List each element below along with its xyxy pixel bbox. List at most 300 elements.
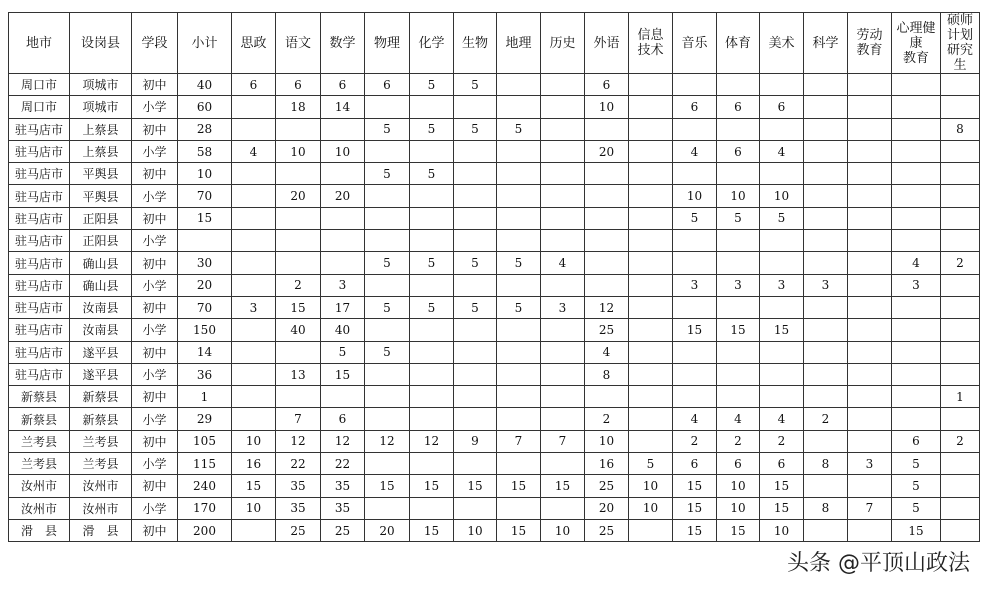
table-cell: 15: [497, 475, 541, 497]
table-cell: [892, 96, 941, 118]
column-header: 小计: [178, 13, 232, 74]
table-cell: 5: [454, 296, 497, 318]
table-cell: 2: [941, 252, 980, 274]
table-cell: [717, 230, 760, 252]
table-cell: 6: [760, 96, 804, 118]
table-cell: 4: [232, 140, 276, 162]
table-cell: 上蔡县: [70, 140, 132, 162]
column-header: 地理: [497, 13, 541, 74]
table-cell: [629, 319, 673, 341]
table-cell: [541, 319, 585, 341]
table-cell: 16: [585, 453, 629, 475]
table-cell: 20: [321, 185, 365, 207]
table-cell: 35: [321, 497, 365, 519]
table-cell: 7: [497, 430, 541, 452]
table-cell: 小学: [132, 96, 178, 118]
table-cell: [232, 252, 276, 274]
table-cell: 初中: [132, 430, 178, 452]
table-cell: 25: [276, 519, 321, 541]
table-cell: 25: [585, 475, 629, 497]
table-cell: 8: [585, 363, 629, 385]
table-cell: [410, 319, 454, 341]
table-cell: [497, 96, 541, 118]
table-cell: 3: [232, 296, 276, 318]
column-header: 化学: [410, 13, 454, 74]
table-cell: [276, 163, 321, 185]
table-cell: 4: [760, 140, 804, 162]
table-cell: 170: [178, 497, 232, 519]
table-row: [9, 163, 980, 185]
table-cell: [941, 274, 980, 296]
table-cell: 项城市: [70, 74, 132, 96]
table-cell: 12: [321, 430, 365, 452]
table-cell: [760, 118, 804, 140]
table-cell: [365, 319, 410, 341]
table-cell: [892, 185, 941, 207]
table-cell: 10: [585, 430, 629, 452]
table-cell: 遂平县: [70, 341, 132, 363]
table-cell: [941, 140, 980, 162]
table-cell: [673, 386, 717, 408]
table-cell: 20: [585, 140, 629, 162]
table-cell: 15: [892, 519, 941, 541]
table-cell: 22: [321, 453, 365, 475]
column-header: 设岗县: [70, 13, 132, 74]
table-cell: 115: [178, 453, 232, 475]
table-cell: [541, 453, 585, 475]
table-cell: 5: [365, 341, 410, 363]
table-cell: 兰考县: [70, 453, 132, 475]
table-cell: 兰考县: [9, 430, 70, 452]
table-cell: [941, 207, 980, 229]
table-cell: 2: [941, 430, 980, 452]
table-cell: [629, 274, 673, 296]
table-cell: [321, 252, 365, 274]
table-cell: 200: [178, 519, 232, 541]
table-cell: 初中: [132, 475, 178, 497]
table-cell: 10: [760, 185, 804, 207]
table-cell: [629, 252, 673, 274]
table-cell: 10: [717, 185, 760, 207]
table-cell: 15: [454, 475, 497, 497]
table-cell: 8: [804, 497, 848, 519]
table-cell: 15: [178, 207, 232, 229]
table-cell: [941, 497, 980, 519]
table-cell: [892, 408, 941, 430]
table-cell: [276, 386, 321, 408]
table-cell: 2: [673, 430, 717, 452]
table-cell: [365, 230, 410, 252]
table-cell: [454, 96, 497, 118]
table-cell: [717, 341, 760, 363]
table-cell: 4: [541, 252, 585, 274]
table-cell: [804, 386, 848, 408]
table-cell: 5: [410, 74, 454, 96]
table-cell: 8: [804, 453, 848, 475]
table-cell: [941, 319, 980, 341]
table-cell: [892, 118, 941, 140]
table-cell: [497, 386, 541, 408]
table-cell: 正阳县: [70, 207, 132, 229]
table-cell: 10: [760, 519, 804, 541]
table-cell: [232, 274, 276, 296]
table-cell: 6: [892, 430, 941, 452]
table-cell: [760, 74, 804, 96]
table-cell: [541, 363, 585, 385]
table-cell: [365, 408, 410, 430]
table-cell: 驻马店市: [9, 118, 70, 140]
table-cell: [848, 252, 892, 274]
table-cell: [760, 386, 804, 408]
table-cell: 1: [941, 386, 980, 408]
table-cell: 滑 县: [70, 519, 132, 541]
table-cell: [629, 430, 673, 452]
table-cell: 5: [892, 475, 941, 497]
table-cell: 6: [717, 140, 760, 162]
table-cell: 初中: [132, 296, 178, 318]
table-cell: 70: [178, 296, 232, 318]
table-cell: [454, 408, 497, 430]
table-cell: 驻马店市: [9, 185, 70, 207]
table-cell: 58: [178, 140, 232, 162]
table-cell: 2: [760, 430, 804, 452]
table-cell: [541, 274, 585, 296]
table-cell: 25: [585, 519, 629, 541]
column-header: 外语: [585, 13, 629, 74]
table-cell: [760, 163, 804, 185]
table-cell: 10: [232, 430, 276, 452]
table-cell: [717, 118, 760, 140]
table-cell: [804, 140, 848, 162]
table-cell: [585, 163, 629, 185]
table-cell: [892, 207, 941, 229]
table-cell: [232, 207, 276, 229]
table-cell: [497, 319, 541, 341]
table-cell: [892, 341, 941, 363]
table-cell: 40: [321, 319, 365, 341]
table-cell: [541, 74, 585, 96]
table-cell: [848, 296, 892, 318]
table-cell: 5: [321, 341, 365, 363]
table-cell: 5: [365, 118, 410, 140]
table-cell: 6: [365, 74, 410, 96]
column-header: 心理健康 教育: [892, 13, 941, 74]
table-cell: 12: [276, 430, 321, 452]
table-cell: [629, 519, 673, 541]
table-cell: 驻马店市: [9, 140, 70, 162]
table-cell: [892, 319, 941, 341]
table-cell: 小学: [132, 230, 178, 252]
table-cell: [629, 363, 673, 385]
table-row: [9, 207, 980, 229]
table-cell: 6: [717, 453, 760, 475]
table-cell: [410, 140, 454, 162]
table-cell: [321, 163, 365, 185]
table-cell: [941, 341, 980, 363]
table-cell: [717, 363, 760, 385]
table-cell: [941, 475, 980, 497]
table-cell: [629, 74, 673, 96]
table-cell: 遂平县: [70, 363, 132, 385]
table-cell: [541, 163, 585, 185]
table-cell: 22: [276, 453, 321, 475]
table-cell: 35: [321, 475, 365, 497]
table-cell: 3: [673, 274, 717, 296]
table-cell: 6: [717, 96, 760, 118]
table-cell: [848, 274, 892, 296]
table-cell: 5: [410, 118, 454, 140]
table-cell: [717, 74, 760, 96]
table-cell: [804, 118, 848, 140]
table-cell: 兰考县: [70, 430, 132, 452]
table-cell: [276, 341, 321, 363]
table-cell: [848, 475, 892, 497]
table-row: [9, 296, 980, 318]
table-cell: [848, 319, 892, 341]
table-cell: [941, 519, 980, 541]
table-cell: 5: [892, 453, 941, 475]
table-cell: 3: [321, 274, 365, 296]
table-cell: 15: [673, 497, 717, 519]
table-cell: 7: [848, 497, 892, 519]
table-cell: 7: [276, 408, 321, 430]
table-cell: 15: [232, 475, 276, 497]
table-cell: [804, 207, 848, 229]
table-cell: 小学: [132, 185, 178, 207]
table-cell: [232, 519, 276, 541]
table-cell: [497, 497, 541, 519]
table-cell: [365, 386, 410, 408]
table-cell: 5: [673, 207, 717, 229]
table-cell: 6: [673, 96, 717, 118]
table-cell: 初中: [132, 341, 178, 363]
table-row: [9, 74, 980, 96]
table-cell: [585, 230, 629, 252]
table-row: [9, 96, 980, 118]
table-cell: [276, 118, 321, 140]
table-cell: 13: [276, 363, 321, 385]
table-cell: 3: [848, 453, 892, 475]
table-cell: [410, 230, 454, 252]
table-cell: 105: [178, 430, 232, 452]
table-cell: [410, 96, 454, 118]
table-cell: [276, 230, 321, 252]
table-cell: 5: [717, 207, 760, 229]
table-cell: 10: [717, 497, 760, 519]
table-cell: [941, 453, 980, 475]
table-cell: 5: [410, 296, 454, 318]
table-cell: [232, 319, 276, 341]
table-cell: 5: [454, 74, 497, 96]
table-cell: 驻马店市: [9, 252, 70, 274]
table-cell: 20: [585, 497, 629, 519]
table-cell: [321, 230, 365, 252]
table-cell: [365, 185, 410, 207]
table-cell: 初中: [132, 207, 178, 229]
table-cell: 汝南县: [70, 296, 132, 318]
column-header: 学段: [132, 13, 178, 74]
table-cell: [410, 207, 454, 229]
table-row: [9, 386, 980, 408]
table-cell: 周口市: [9, 74, 70, 96]
table-cell: [848, 519, 892, 541]
table-row: [9, 118, 980, 140]
table-cell: [497, 408, 541, 430]
table-cell: [804, 163, 848, 185]
table-cell: [804, 252, 848, 274]
table-cell: 小学: [132, 319, 178, 341]
table-cell: [541, 140, 585, 162]
table-row: [9, 453, 980, 475]
table-row: [9, 319, 980, 341]
table-cell: [629, 296, 673, 318]
column-header: 体育: [717, 13, 760, 74]
table-cell: 36: [178, 363, 232, 385]
table-cell: [497, 453, 541, 475]
table-cell: 确山县: [70, 252, 132, 274]
table-cell: [321, 207, 365, 229]
table-cell: 新蔡县: [70, 408, 132, 430]
table-cell: [848, 140, 892, 162]
column-header: 历史: [541, 13, 585, 74]
table-cell: 6: [673, 453, 717, 475]
table-cell: [848, 408, 892, 430]
table-row: [9, 497, 980, 519]
table-cell: [541, 497, 585, 519]
table-cell: [629, 163, 673, 185]
table-row: [9, 274, 980, 296]
table-cell: 15: [541, 475, 585, 497]
table-cell: 2: [804, 408, 848, 430]
table-cell: 小学: [132, 497, 178, 519]
table-cell: [673, 74, 717, 96]
table-cell: [941, 74, 980, 96]
table-cell: [454, 453, 497, 475]
column-header: 美术: [760, 13, 804, 74]
table-cell: 小学: [132, 363, 178, 385]
table-cell: 兰考县: [9, 453, 70, 475]
column-header: 思政: [232, 13, 276, 74]
table-cell: 150: [178, 319, 232, 341]
table-cell: 周口市: [9, 96, 70, 118]
table-cell: [410, 363, 454, 385]
table-cell: 40: [178, 74, 232, 96]
table-cell: 15: [673, 519, 717, 541]
table-cell: [541, 207, 585, 229]
table-cell: [541, 118, 585, 140]
table-cell: [497, 185, 541, 207]
table-cell: [321, 386, 365, 408]
table-cell: 小学: [132, 408, 178, 430]
table-cell: [848, 341, 892, 363]
table-cell: [541, 230, 585, 252]
table-cell: 12: [585, 296, 629, 318]
table-row: [9, 230, 980, 252]
table-cell: [717, 296, 760, 318]
table-cell: [892, 74, 941, 96]
table-cell: 3: [760, 274, 804, 296]
table-cell: 4: [717, 408, 760, 430]
table-cell: [760, 230, 804, 252]
table-row: [9, 252, 980, 274]
table-cell: 正阳县: [70, 230, 132, 252]
table-cell: [585, 252, 629, 274]
table-cell: [365, 96, 410, 118]
table-cell: 10: [276, 140, 321, 162]
table-cell: 15: [276, 296, 321, 318]
table-cell: 15: [410, 519, 454, 541]
table-cell: 5: [497, 296, 541, 318]
table-cell: 14: [178, 341, 232, 363]
table-cell: [365, 140, 410, 162]
table-cell: [804, 363, 848, 385]
table-cell: 4: [585, 341, 629, 363]
table-cell: [585, 185, 629, 207]
table-cell: [232, 118, 276, 140]
table-cell: [585, 207, 629, 229]
table-row: [9, 363, 980, 385]
table-cell: [673, 296, 717, 318]
table-cell: 15: [760, 475, 804, 497]
table-cell: 10: [629, 475, 673, 497]
table-cell: 10: [178, 163, 232, 185]
table-cell: [454, 230, 497, 252]
table-cell: [673, 252, 717, 274]
table-cell: 驻马店市: [9, 230, 70, 252]
table-cell: [541, 96, 585, 118]
table-cell: 5: [365, 252, 410, 274]
table-cell: [804, 96, 848, 118]
table-cell: 小学: [132, 274, 178, 296]
table-cell: 6: [760, 453, 804, 475]
table-cell: 15: [760, 319, 804, 341]
table-cell: 15: [673, 475, 717, 497]
table-cell: [410, 386, 454, 408]
table-cell: 60: [178, 96, 232, 118]
table-cell: [232, 386, 276, 408]
table-cell: 汝州市: [9, 475, 70, 497]
table-cell: [454, 363, 497, 385]
table-cell: [454, 386, 497, 408]
column-header: 劳动 教育: [848, 13, 892, 74]
table-cell: 6: [232, 74, 276, 96]
table-cell: 8: [941, 118, 980, 140]
table-cell: 14: [321, 96, 365, 118]
table-cell: 5: [365, 163, 410, 185]
table-cell: [804, 74, 848, 96]
table-cell: [276, 252, 321, 274]
table-cell: 平舆县: [70, 163, 132, 185]
column-header: 生物: [454, 13, 497, 74]
table-cell: [629, 341, 673, 363]
table-cell: [497, 140, 541, 162]
table-cell: 初中: [132, 386, 178, 408]
table-row: [9, 475, 980, 497]
table-cell: 30: [178, 252, 232, 274]
table-cell: [585, 274, 629, 296]
column-header: 语文: [276, 13, 321, 74]
table-cell: 15: [410, 475, 454, 497]
table-cell: [760, 296, 804, 318]
table-cell: 15: [717, 319, 760, 341]
table-cell: [232, 408, 276, 430]
table-cell: [892, 386, 941, 408]
table-cell: [804, 230, 848, 252]
table-cell: [760, 252, 804, 274]
table-cell: 3: [804, 274, 848, 296]
table-cell: [410, 185, 454, 207]
table-cell: 12: [365, 430, 410, 452]
